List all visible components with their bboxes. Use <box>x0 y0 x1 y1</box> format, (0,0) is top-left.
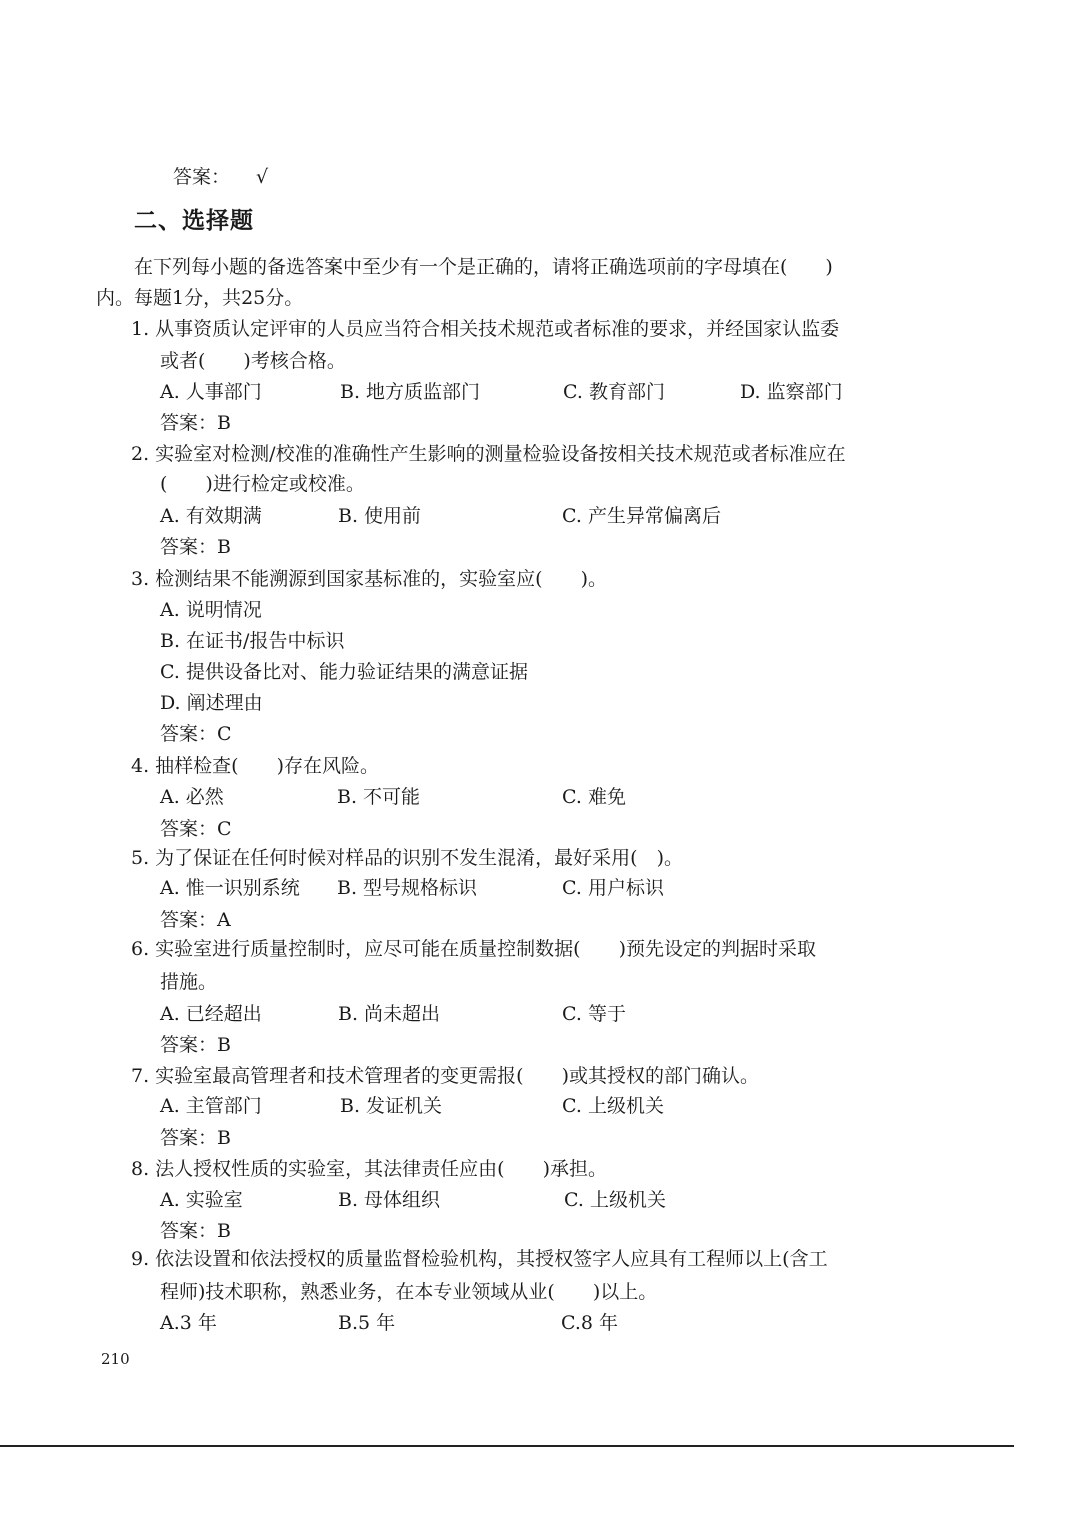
question-9-stem-line-2: 程师)技术职称，熟悉业务，在本专业领域从业( )以上。 <box>160 1281 658 1303</box>
prev-answer-label: 答案： <box>173 166 231 188</box>
question-4-option-a: A. 必然 <box>160 786 224 808</box>
question-6-option-c: C. 等于 <box>562 1003 626 1025</box>
question-7-option-c: C. 上级机关 <box>562 1095 664 1117</box>
section-title: 二、选择题 <box>134 208 254 234</box>
question-8-stem: 8. 法人授权性质的实验室，其法律责任应由( )承担。 <box>131 1158 607 1180</box>
question-2-answer: 答案：B <box>160 536 231 558</box>
question-1-option-a: A. 人事部门 <box>160 381 262 403</box>
question-2-option-a: A. 有效期满 <box>160 505 262 527</box>
question-3-option-a: A. 说明情况 <box>160 599 262 621</box>
question-1-option-d: D. 监察部门 <box>740 381 843 403</box>
question-6-stem-line-1: 6. 实验室进行质量控制时，应尽可能在质量控制数据( )预先设定的判据时采取 <box>131 938 816 960</box>
question-6-stem-line-2: 措施。 <box>160 971 218 993</box>
question-7-option-a: A. 主管部门 <box>160 1095 262 1117</box>
question-3-option-b: B. 在证书/报告中标识 <box>160 630 345 652</box>
footer-divider <box>0 1445 1014 1447</box>
question-4-option-c: C. 难免 <box>562 786 626 808</box>
question-8-answer: 答案：B <box>160 1220 231 1242</box>
page-number: 210 <box>101 1350 130 1368</box>
question-7-stem: 7. 实验室最高管理者和技术管理者的变更需报( )或其授权的部门确认。 <box>131 1065 759 1087</box>
question-3-option-d: D. 阐述理由 <box>160 692 263 714</box>
instructions-line-2: 内。每题1分，共25分。 <box>96 287 304 309</box>
question-3-answer: 答案：C <box>160 723 232 745</box>
question-7-answer: 答案：B <box>160 1127 231 1149</box>
question-9-option-a: A.3 年 <box>160 1312 217 1334</box>
question-6-answer: 答案：B <box>160 1034 231 1056</box>
question-1-stem-line-2: 或者( )考核合格。 <box>160 350 346 372</box>
prev-answer-value: √ <box>256 166 269 188</box>
question-1-stem-line-1: 1. 从事资质认定评审的人员应当符合相关技术规范或者标准的要求，并经国家认监委 <box>131 318 840 340</box>
question-6-option-b: B. 尚未超出 <box>338 1003 441 1025</box>
question-3-stem: 3. 检测结果不能溯源到国家基标准的，实验室应( )。 <box>131 568 607 590</box>
question-8-option-c: C. 上级机关 <box>564 1189 666 1211</box>
question-1-option-b: B. 地方质监部门 <box>340 381 481 403</box>
question-5-option-b: B. 型号规格标识 <box>337 877 478 899</box>
question-2-stem-line-2: ( )进行检定或校准。 <box>160 473 365 495</box>
question-8-option-a: A. 实验室 <box>160 1189 243 1211</box>
question-5-answer: 答案：A <box>160 909 231 931</box>
question-2-stem-line-1: 2. 实验室对检测/校准的准确性产生影响的测量检验设备按相关技术规范或者标准应在 <box>131 443 846 465</box>
question-5-option-a: A. 惟一识别系统 <box>160 877 300 899</box>
question-8-option-b: B. 母体组织 <box>338 1189 441 1211</box>
question-6-option-a: A. 已经超出 <box>160 1003 262 1025</box>
question-5-option-c: C. 用户标识 <box>562 877 664 899</box>
question-7-option-b: B. 发证机关 <box>340 1095 443 1117</box>
instructions-line-1: 在下列每小题的备选答案中至少有一个是正确的，请将正确选项前的字母填在( ) <box>134 256 833 278</box>
question-4-stem: 4. 抽样检查( )存在风险。 <box>131 755 379 777</box>
question-2-option-b: B. 使用前 <box>338 505 422 527</box>
question-2-option-c: C. 产生异常偏离后 <box>562 505 721 527</box>
question-1-answer: 答案：B <box>160 412 231 434</box>
question-5-stem: 5. 为了保证在任何时候对样品的识别不发生混淆，最好采用( )。 <box>131 847 683 869</box>
question-9-option-c: C.8 年 <box>561 1312 619 1334</box>
question-9-stem-line-1: 9. 依法设置和依法授权的质量监督检验机构，其授权签字人应具有工程师以上(含工 <box>131 1248 828 1270</box>
question-3-option-c: C. 提供设备比对、能力验证结果的满意证据 <box>160 661 528 683</box>
question-4-option-b: B. 不可能 <box>337 786 421 808</box>
question-1-option-c: C. 教育部门 <box>563 381 665 403</box>
question-9-option-b: B.5 年 <box>338 1312 396 1334</box>
question-4-answer: 答案：C <box>160 818 232 840</box>
